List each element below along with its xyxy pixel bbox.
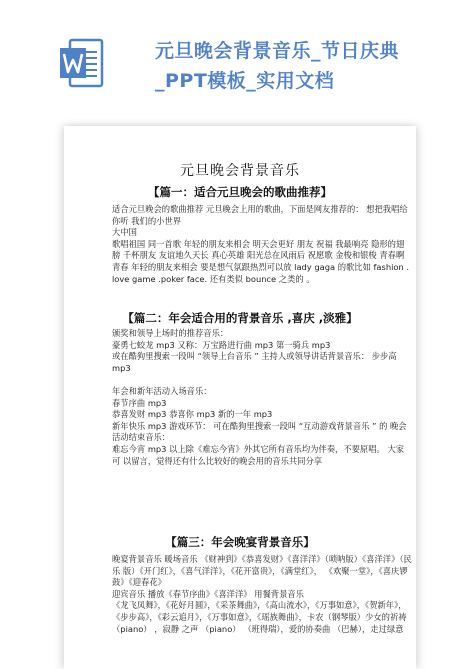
section-1-body: 适合元旦晚会的歌曲推荐 元旦晚会上用的歌曲，下面是网友推荐的： 想把我唱给你听 我们的小世界 大中国 歌唱祖国 同一首歌 年轻的朋友来相会 明天会更好 朋友 祝福 我最响亮 隐形的翅膀 千杯朋友 友谊地久天长 真心英雄 阳光总在风雨后 祝愿歌 金梭和银梭 青春啊青春 年轻的朋友来相会 要是想气氛跟热烈可以放 lady gaga 的歌比如 fashion . love game .poker face. 还有类似 bounce 之类的 。 bbox=[112, 204, 410, 284]
section-3-heading: 【篇三：年会晚宴背景音乐】 bbox=[165, 535, 315, 549]
header-title-line-1: 元旦晚会背景音乐_节日庆典 bbox=[155, 40, 400, 62]
document-header bbox=[0, 0, 474, 120]
section-3-body: 晚宴背景音乐 暖场音乐 《财神到》《恭喜发财》《喜洋洋》（唢呐版）《喜洋洋》（民 乐 版）《开门红》，《喜气洋洋》，《花开富贵》，《满堂红》， 《欢聚一堂》，《喜庆锣鼓》《迎春花》 迎宾音乐 播放《春节序曲》《喜洋洋》 用餐背景音乐 《龙飞凤舞》，《花好月圆》，《采茶舞曲》，《高山流水》，《万事如意》，《贺新年》，《步步高》，《彩云追月》，《万事如意》，《瑶族舞曲》，卡农（钢琴版）少女的祈祷 （piano） ，寂静 之声 （piano） （班得瑞），爱的协奏曲 （巴赫），走过绿意 bbox=[112, 554, 412, 634]
header-title-line-2: _PPT模板_实用文档 bbox=[155, 70, 335, 92]
section-2-body: 颁奖和领导上场时的推荐音乐： 豪勇七蛟龙 mp3 又称：万宝路进行曲 mp3 第一骑兵 mp3 或在酷狗里搜索一段叫 “领导上台音乐 ” 主持人或领导讲话背景音乐： 步步高 mp3 年会和新年活动入场音乐： 春节序曲 mp3 恭喜发财 mp3 恭喜你 mp3 新的一年 mp3 新年快乐 mp3 游戏环节： 可在酷狗里搜索一段叫 “互动游戏背景音乐 ” 的 晚会活动结束音乐： 难忘今宵 mp3 以上除《难忘今宵》外其它所有音乐均为伴奏，不要原唱。 大家可 以留言，觉得还有什么比较好的晚会用的音乐共同分享 bbox=[112, 328, 407, 466]
word-document-icon bbox=[60, 38, 104, 90]
header-title bbox=[155, 36, 455, 96]
section-2-heading: 【篇二：年会适合用的背景音乐 ,喜庆 ,淡雅】 bbox=[122, 311, 358, 325]
document-page bbox=[64, 126, 416, 669]
document-title: 元旦晚会背景音乐 bbox=[180, 163, 300, 179]
section-1-heading: 【篇一：适合元旦晚会的歌曲推荐】 bbox=[148, 185, 332, 199]
